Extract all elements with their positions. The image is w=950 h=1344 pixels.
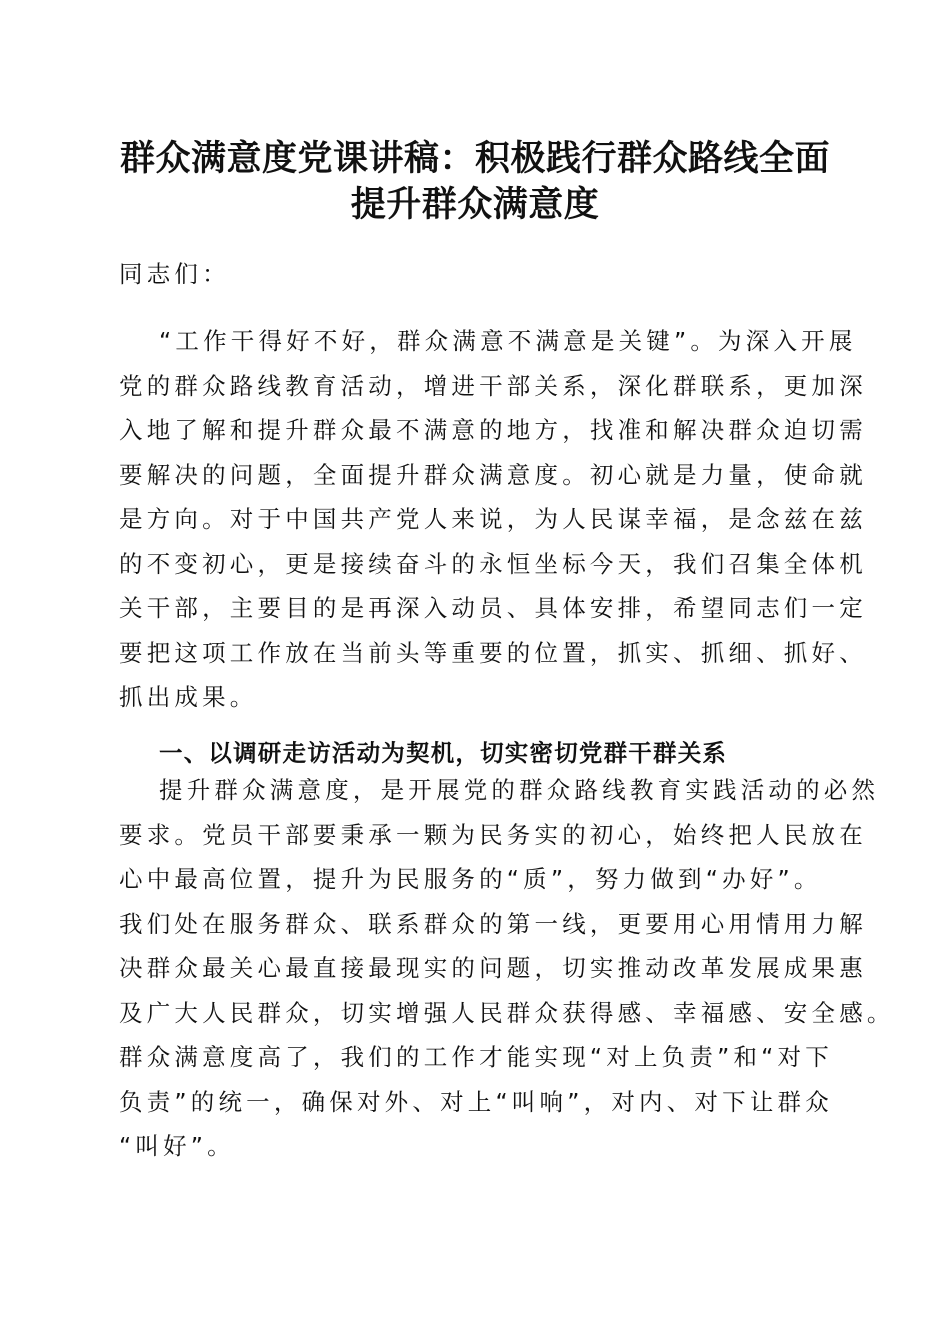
- paragraph-line: 要求。党员干部要秉承一颗为民务实的初心，始终把人民放在: [119, 820, 867, 849]
- paragraph-line: 负责”的统一，确保对外、对上“叫响”，对内、对下让群众: [119, 1087, 833, 1116]
- paragraph-line: 要把这项工作放在当前头等重要的位置，抓实、抓细、抓好、: [119, 638, 867, 667]
- paragraph-line: 群众满意度高了，我们的工作才能实现“对上负责”和“对下: [119, 1043, 833, 1071]
- title-line-2: 提升群众满意度: [350, 184, 600, 225]
- paragraph-intro: [119, 319, 867, 720]
- salutation-text: 同志们：: [119, 260, 230, 288]
- paragraph-line: “叫好”。: [119, 1132, 235, 1160]
- paragraph-line: 党的群众路线教育活动，增进干部关系，深化群联系，更加深: [119, 371, 867, 400]
- paragraph-line: 抓出成果。: [119, 683, 258, 711]
- paragraph-line: 要解决的问题，全面提升群众满意度。初心就是力量，使命就: [119, 460, 867, 489]
- paragraph-line: “工作干得好不好，群众满意不满意是关键”。为深入开展: [159, 327, 857, 355]
- paragraph-line: 关干部，主要目的是再深入动员、具体安排，希望同志们一定: [119, 594, 867, 622]
- paragraph-line: 入地了解和提升群众最不满意的地方，找准和解决群众迫切需: [119, 416, 867, 444]
- document-title: [100, 136, 850, 228]
- section-heading-1: 一、以调研走访活动为契机，切实密切党群干群关系: [159, 739, 728, 767]
- paragraph-line: 决群众最关心最直接最现实的问题，切实推动改革发展成果惠: [119, 954, 867, 982]
- paragraph-line: 提升群众满意度，是开展党的群众路线教育实践活动的必然: [159, 776, 880, 804]
- paragraph-line: 的不变初心，更是接续奋斗的永恒坐标今天，我们召集全体机: [119, 549, 867, 578]
- paragraph-line: 心中最高位置，提升为民服务的“质”，努力做到“办好”。: [119, 865, 822, 893]
- title-line-1: 群众满意度党课讲稿：积极践行群众路线全面: [119, 138, 830, 179]
- paragraph-line: 是方向。对于中国共产党人来说，为人民谋幸福，是念兹在兹: [119, 505, 867, 533]
- paragraph-section-1: [119, 768, 895, 1169]
- salutation: [119, 252, 831, 297]
- paragraph-line: 我们处在服务群众、联系群众的第一线，更要用心用情用力解: [119, 909, 867, 938]
- paragraph-line: 及广大人民群众，切实增强人民群众获得感、幸福感、安全感。: [119, 998, 895, 1027]
